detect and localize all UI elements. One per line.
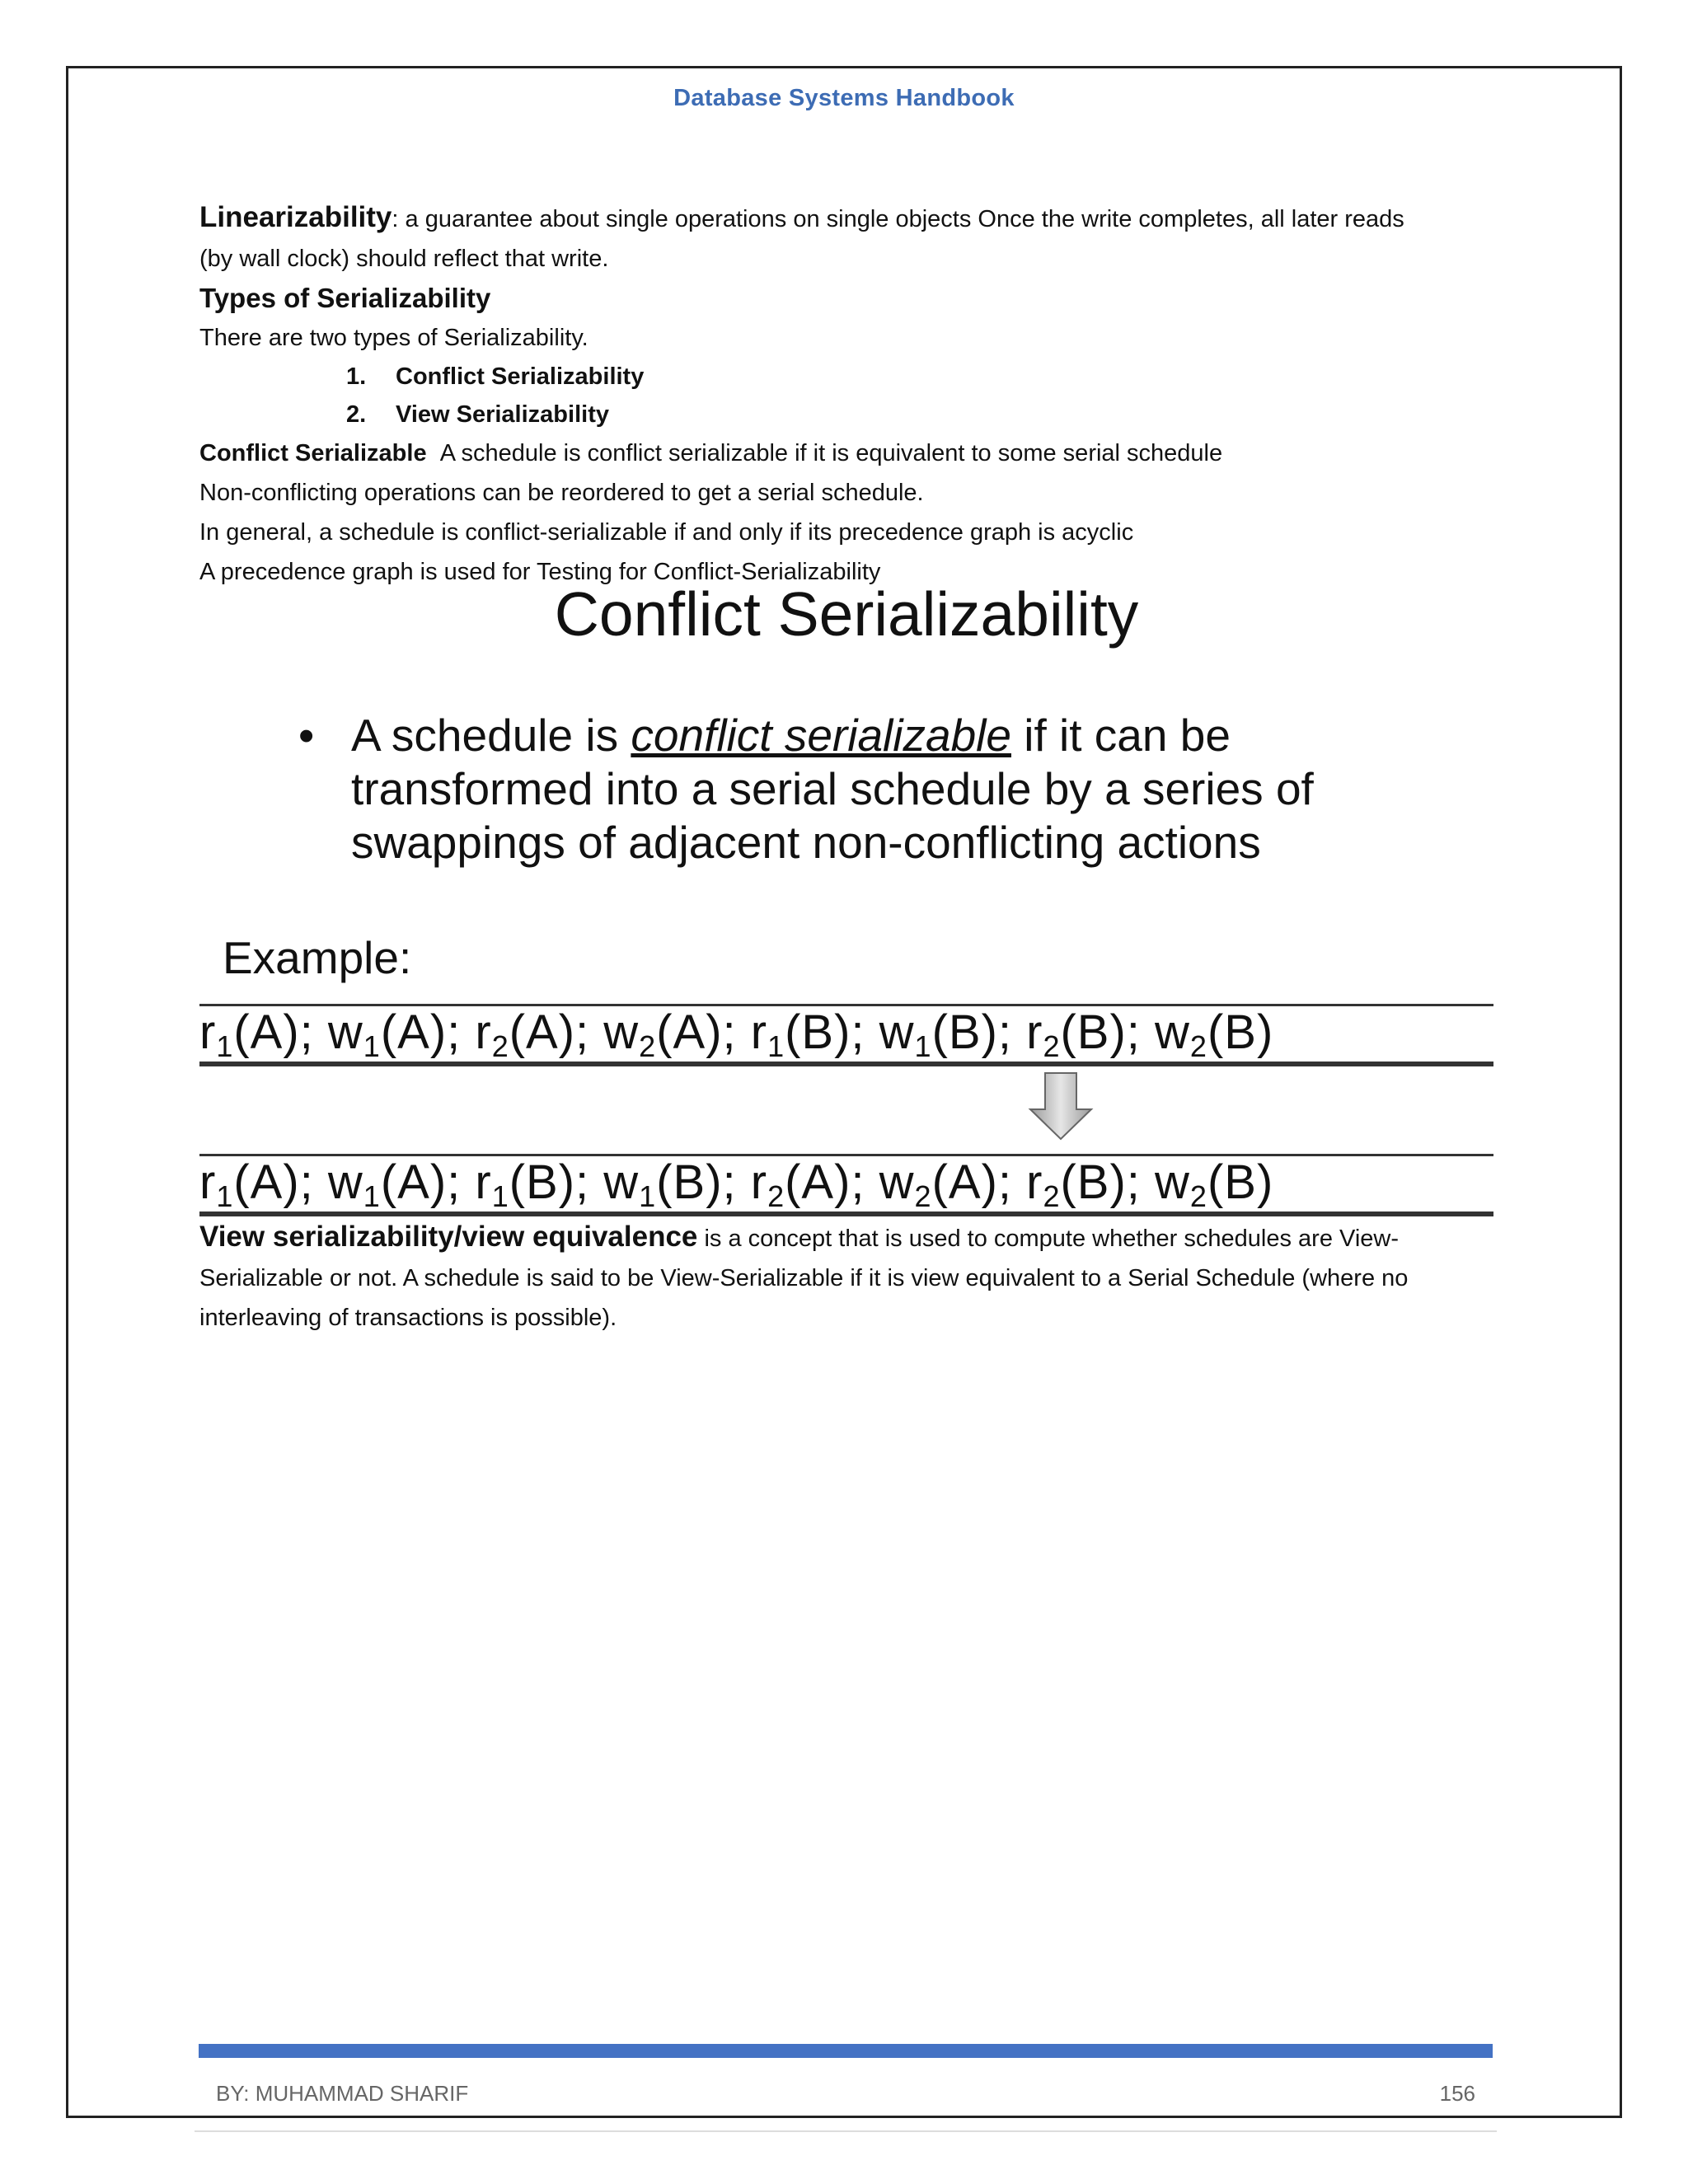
view-line2: Serializable or not. A schedule is said to be View-Serializable if it is view equivalent to a Serial Schedule (where no (199, 1265, 1409, 1291)
slide-bullet (298, 709, 1469, 869)
slide-bullet-emphasis: conflict serializable (631, 710, 1011, 761)
schedule-original (199, 1005, 1493, 1063)
section-view (199, 1217, 1493, 1338)
schedule-op: $r_1(B)$; (750, 1005, 879, 1063)
footer-author: BY: MUHAMMAD SHARIF (216, 2081, 469, 2106)
linearizability-para (199, 198, 1493, 239)
linearizability-term: Linearizability (199, 201, 392, 233)
schedule-op: $r_1(A)$; (199, 1005, 328, 1063)
conflict-para (199, 434, 1493, 473)
schedule-op: $w_1(B)$; (603, 1155, 751, 1213)
list-number: 2. (346, 401, 367, 428)
slide-example-label: Example: (223, 932, 412, 983)
view-term: View serializability/view equivalence (199, 1221, 698, 1253)
list-label: View Serializability (396, 401, 609, 428)
schedule-op: $r_2(A)$; (475, 1005, 604, 1063)
list-item (199, 358, 1493, 396)
schedule-op: $w_2(A)$; (879, 1155, 1027, 1213)
bottom-divider (195, 2130, 1497, 2132)
running-header: Database Systems Handbook (673, 85, 1015, 111)
schedule-op: $r_2(A)$; (750, 1155, 879, 1213)
rule-bottom (199, 1062, 1493, 1066)
schedule-op: $w_1(A)$; (327, 1155, 476, 1213)
conflict-line2: Non-conflicting operations can be reordered to get a serial schedule. (199, 480, 924, 506)
slide-title: Conflict Serializability (554, 579, 1139, 649)
types-heading: Types of Serializability (199, 283, 491, 313)
schedule-op: $r_2(B)$; (1026, 1005, 1156, 1063)
slide-figure (199, 577, 1493, 1224)
footer-bar (199, 2044, 1493, 2058)
page-number: 156 (1439, 2081, 1475, 2106)
types-intro: There are two types of Serializability. (199, 325, 588, 351)
down-arrow-icon (1025, 1071, 1096, 1142)
schedule-op: $w_2(A)$; (603, 1005, 751, 1063)
list-item (199, 396, 1493, 434)
view-def: is a concept that is used to compute whether schedules are View- (697, 1226, 1399, 1252)
schedule-op: $w_2(B)$ (1155, 1155, 1274, 1213)
schedule-op: $w_1(A)$; (327, 1005, 476, 1063)
view-line3: interleaving of transactions is possible). (199, 1305, 617, 1331)
linearizability-def: : a guarantee about single operations on single objects Once the write completes, all later reads (392, 206, 1404, 232)
list-number: 1. (346, 363, 367, 390)
rule-bottom-2 (199, 1212, 1493, 1216)
section-linearizability (199, 198, 1493, 592)
slide-bullet-text: A schedule is conflict serializable if it can be transformed into a serial schedule by a series of swappings of adjacent non-conflicting actions (351, 710, 1314, 868)
conflict-def: A schedule is conflict serializable if it is equivalent to some serial schedule (439, 440, 1223, 466)
linearizability-cont: (by wall clock) should reflect that write. (199, 246, 609, 272)
conflict-line3: In general, a schedule is conflict-serializable if and only if its precedence graph is acyclic (199, 519, 1134, 546)
conflict-term: Conflict Serializable (199, 440, 427, 466)
list-label: Conflict Serializability (396, 363, 645, 390)
schedule-op: $w_1(B)$; (879, 1005, 1027, 1063)
schedule-op: $r_1(B)$; (475, 1155, 604, 1213)
schedule-op: $r_1(A)$; (199, 1155, 328, 1213)
bullet-icon: • (298, 710, 315, 761)
schedule-op: $w_2(B)$ (1155, 1005, 1274, 1063)
conflict-line4: A precedence graph is used for Testing for Conflict-Serializability (199, 559, 881, 585)
schedule-op: $r_2(B)$; (1026, 1155, 1156, 1213)
view-para (199, 1217, 1493, 1258)
schedule-serial (199, 1155, 1493, 1213)
